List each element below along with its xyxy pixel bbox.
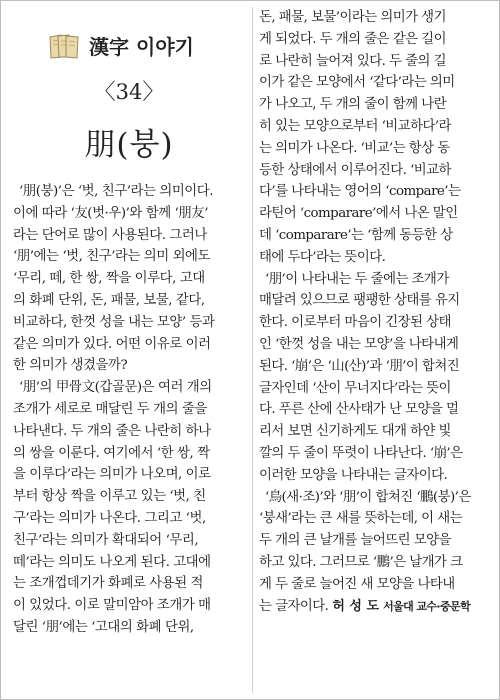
left-body-text [13,181,245,639]
text-line: 을 이루다’라는 의미가 나오며, 이로 [13,467,211,483]
text-line: 한다. 이로부터 마음이 긴장된 상태 [259,315,451,331]
issue-number-value: 34 [115,80,143,104]
text-line: 달린 ‘朋’에는 ‘고대의 화폐 단위, [13,619,194,635]
text-line: 히 있는 모양으로부터 ‘비교하다’라 [259,118,451,134]
text-line: 구’라는 의미가 나온다. 그리고 ‘벗, [13,510,206,526]
header-row [47,31,194,60]
left-column [13,1,245,639]
text-line: 인 ‘한껏 성을 내는 모양’을 나타내게 [259,336,459,352]
text-line: ‘무리, 떼, 한 쌍, 짝을 이루다, 고대 [13,271,205,287]
text-line: ‘붕새’라는 큰 새를 뜻하는데, 이 새는 [259,511,463,527]
text-line: 는 조개껍데기가 화폐로 사용된 적 [13,576,204,592]
text-line: 나타낸다. 두 개의 줄은 나란히 하나 [13,423,211,439]
headword-title: 朋(붕) [84,127,174,163]
text-line: 같은 의미가 있다. 어떤 이유로 이러 [13,336,211,352]
text-line: 돈, 패물, 보물’이라는 의미가 생기 [259,10,446,25]
text-line: 된다. ‘崩’은 ‘山(산)’과 ‘朋’이 합쳐진 [259,358,460,374]
text-line: 다’를 나타내는 영어의 ‘compare’는 [259,184,461,200]
text-line: 이러한 모양을 나타내는 글자이다. [259,467,448,483]
right-column [259,7,489,617]
text-line: 친구’라는 의미가 확대되어 ‘무리, [13,532,199,548]
text-line: ‘朋’이 나타내는 두 줄에는 조개가 [265,271,449,287]
text-line: 태에 두다’라는 뜻이다. [259,249,386,265]
text-line: 두 개의 큰 날개를 늘어뜨린 모양을 [259,533,451,549]
text-line: 데 ‘comparare’는 ‘함께 동등한 상 [259,227,453,243]
text-line: 는 의미가 나온다. ‘비교’는 항상 동 [259,140,450,156]
text-line: 리서 보면 신기하게도 대개 하얀 빛 [259,424,451,440]
text-line: 게 되었다. 두 개의 줄은 같은 길이 [259,31,446,47]
text-line: 깔의 두 줄이 뚜렷이 나타난다. ‘崩’은 [259,445,463,461]
column-title: 漢字 이야기 [89,35,194,59]
text-line: 비교하다, 한껏 성을 내는 모양’ 등과 [13,314,215,330]
text-line: ‘朋(붕)’은 ‘벗, 친구’라는 의미이다. [19,184,214,199]
text-line: 하고 있다. 그러므로 ‘鵬’은 날개가 크 [259,554,463,570]
text-line: 이에 따라 ‘友(벗·우)’와 함께 ‘朋友’ [13,205,208,221]
text-line: 가 나오고, 두 개의 줄이 함께 나란 [259,97,446,113]
column-header [13,1,245,181]
right-body-text [259,7,489,617]
text-line: 조개가 세로로 매달린 두 개의 줄을 [13,401,207,417]
text-line: 한 의미가 생겼을까? [13,358,128,374]
column-divider [252,7,253,693]
text-line: 라틴어 ‘comparare’에서 나온 말인 [259,206,458,222]
text-line: 로 나란히 늘어져 있다. 두 줄의 길 [259,53,446,69]
text-line: 게 두 줄로 늘어진 새 모양을 나타내 [259,576,455,592]
text-line: 이 있었다. 이로 말미암아 조개가 매 [13,598,211,614]
text-line: 의 화폐 단위, 돈, 패물, 보물, 같다, [13,292,205,308]
text-line: 의 쌍을 이룬다. 여기에서 ‘한 쌍, 짝 [13,445,210,461]
issue-number: 〈34〉 [93,80,165,105]
text-line: 떼’라는 의미도 나오게 된다. 고대에 [13,554,211,570]
books-icon [47,32,83,60]
text-line: ‘鳥(새·조)’와 ‘朋’이 합쳐진 ‘鵬(붕)’은 [265,489,471,505]
text-line: 다. 푸른 산에 산사태가 난 모양을 멀 [259,402,459,418]
text-line: 글자인데 ‘산이 무너지다’라는 뜻이 [259,380,451,396]
text-line: 이가 같은 모양에서 ‘같다’라는 의미 [259,75,455,91]
author-affiliation: 서울대 교수·중문학 [383,599,471,613]
text-line: 등한 상태에서 이루어진다. ‘비교하 [259,162,451,178]
author-name: 허 성 도 [332,598,380,614]
text-line: 는 글자이다. [259,598,329,614]
byline-line [259,596,489,618]
text-line: ‘朋’에는 ‘벗, 친구’라는 의미 외에도 [13,249,211,265]
text-line: 라는 단어로 많이 사용된다. 그러나 [13,227,207,243]
text-line: ‘朋’의 甲骨文(갑골문)은 여러 개의 [19,380,212,396]
text-line: 매달려 있으므로 팽팽한 상태를 유지 [259,293,460,309]
text-line: 부터 항상 짝을 이루고 있는 ‘벗, 친 [13,489,206,505]
